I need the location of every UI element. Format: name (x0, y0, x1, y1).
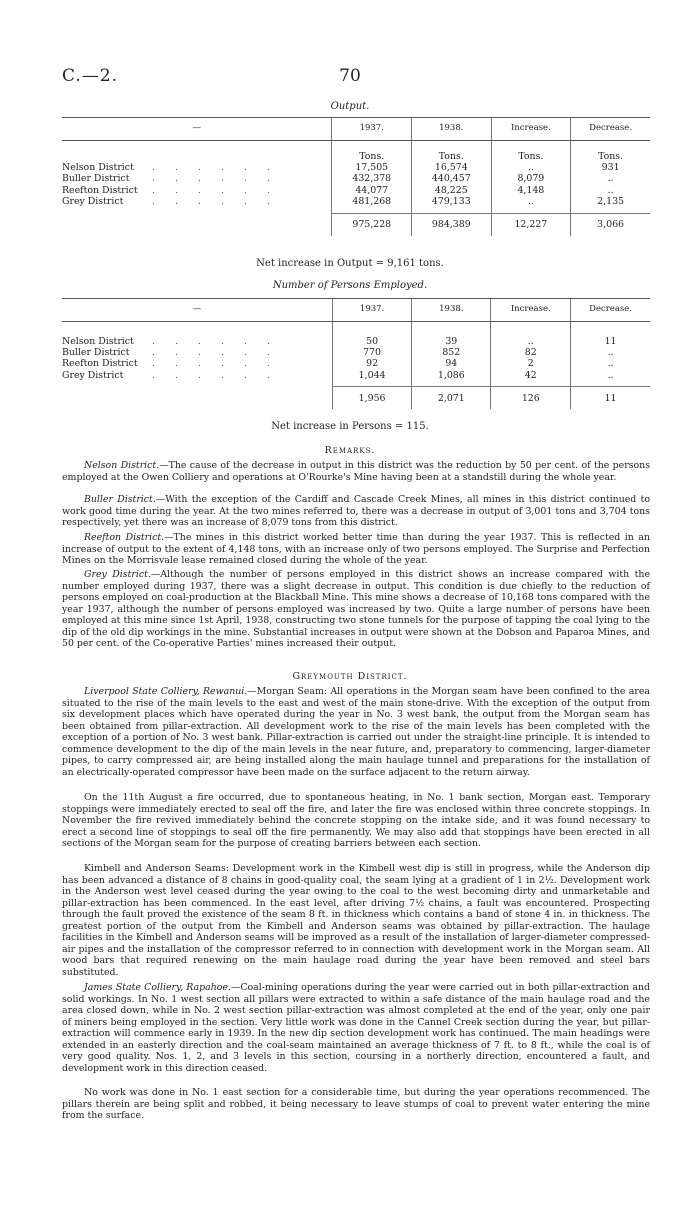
unit-label: Tons. (571, 151, 650, 162)
value-1938: 94 (412, 358, 491, 369)
remark-text: —Although the number of persons employed in this district shows an increase compared with the number employed during 1937, there was a slight decrease in output. This condition is due chiefly to the reduction of persons employed on coal-production at the Blackball Mine. This mine shows a decrease of 10,168 tons compared with the year 1937, although the number of persons employed was increased by two. Quite a large number of persons have been employed at this mine since 1st April, 1938, constructing two stone tunnels for the purpose of tapping the coal lying to the dip of the old dip workings in the mine. Substantial increases in output were shown at the Dobson and Paparoa Mines, and 50 per cent. of the Co-operative Parties' mines increased their output. (62, 569, 651, 649)
east-section-paragraph (62, 1087, 650, 1122)
table-row: Reefton District ...... 44,077 48,225 4,148 .. (62, 185, 650, 196)
value-1937: 770 (332, 347, 411, 358)
total-1938: 2,071 (412, 387, 491, 410)
column-header: Decrease. (571, 118, 650, 141)
remark-grey (62, 569, 650, 650)
decrease-value: 931 (571, 162, 650, 173)
units-row (62, 151, 650, 162)
document-code: C.—2. (62, 66, 119, 86)
decrease-value: .. (571, 370, 650, 381)
remarks-heading: Remarks. (324, 445, 376, 456)
paragraph-text: —Coal-mining operations during the year were carried out in both pillar-extraction and solid workings. In No. 1 west section all pillars were extracted to within a safe distance of the main haulage road and the area closed down, while in No. 2 west section pillar-extraction was almost completed at the end of the year, only one pair of miners being employed in the section. Very little work was done in the Cannel Creek section during the year, but pillar-extraction will commence early in 1939. In the new dip section development work has continued. The main headings were extended in an easterly direction and the coal-seam maintained an average thickness of 7 ft. to 8 ft., while the coal is of very good quality. Nos. 1, 2, and 3 levels in this section, coursing in a northerly direction, encountered a fault, and development work in this direction ceased. (62, 982, 650, 1074)
value-1938: 48,225 (412, 185, 492, 196)
district-name: Nelson District (62, 162, 134, 174)
value-1938: 852 (412, 347, 491, 358)
total-1937: 975,228 (332, 213, 412, 236)
value-1937: 44,077 (332, 185, 412, 196)
value-1937: 1,044 (332, 370, 411, 381)
persons-net-increase: Net increase in Persons = 115. (271, 421, 429, 432)
column-header: — (62, 299, 332, 322)
remark-lead: Nelson District. (84, 460, 160, 471)
total-increase: 126 (491, 387, 571, 410)
column-header: Decrease. (571, 299, 650, 322)
increase-value: 42 (491, 370, 571, 381)
value-1937: 17,505 (332, 162, 412, 173)
remark-text: —With the exception of the Cardiff and Cascade Creek Mines, all mines in this district continued to work good time during the year. At the two mines referred to, there was a decrease in output of 3,001 tons and 3,704 tons respectively, yet there was an increase of 8,079 tons from this district. (62, 494, 650, 528)
totals-row (62, 387, 650, 410)
james-paragraph (62, 982, 650, 1074)
value-1938: 16,574 (412, 162, 492, 173)
column-header: 1938. (412, 118, 492, 141)
decrease-value: 2,135 (571, 196, 650, 207)
paragraph-text: On the 11th August a fire occurred, due to spontaneous heating, in No. 1 bank section, Morgan east. Temporary stoppings were immediately erected to seal off the fire, and later the fire was enclosed within three concrete stoppings. In November the fire revived immediately behind the concrete stopping on the intake side, and it was found necessary to erect a second line of stoppings to seal off the fire permanently. We may also add that stoppings have been erected in all sections of the Morgan seam for the purpose of creating barriers between each section. (62, 792, 650, 849)
increase-value: .. (491, 196, 571, 207)
value-1938: 1,086 (412, 370, 491, 381)
district-name: Grey District (62, 195, 124, 207)
totals-row (62, 213, 650, 236)
total-1938: 984,389 (412, 213, 492, 236)
persons-caption: Number of Persons Employed. (272, 280, 428, 291)
unit-label: Tons. (412, 151, 492, 162)
table-row: Nelson District ...... 17,505 16,574 .. 931 (62, 162, 650, 173)
district-name: Grey District (62, 369, 124, 381)
increase-value: 2 (491, 358, 571, 369)
output-table (62, 117, 650, 236)
value-1938: 479,133 (412, 196, 492, 207)
output-caption: Output. (330, 101, 370, 112)
remark-lead: Buller District. (84, 494, 156, 505)
remark-lead: Reefton District. (84, 532, 165, 543)
total-decrease: 3,066 (571, 213, 650, 236)
table-row: Reefton District ...... 92 94 2 .. (62, 358, 650, 369)
table-row: Grey District ...... 1,044 1,086 42 .. (62, 370, 650, 381)
remark-nelson (62, 460, 650, 483)
output-net-increase: Net increase in Output = 9,161 tons. (256, 258, 444, 269)
district-name: Reefton District (62, 358, 138, 370)
value-1938: 39 (412, 336, 491, 347)
increase-value: .. (491, 336, 571, 347)
district-name: Buller District (62, 347, 130, 359)
table-row: Buller District ...... 770 852 82 .. (62, 347, 650, 358)
persons-header-row (62, 299, 650, 322)
column-header: 1938. (412, 299, 491, 322)
column-header: 1937. (332, 118, 412, 141)
value-1937: 481,268 (332, 196, 412, 207)
value-1937: 92 (332, 358, 411, 369)
remark-lead: Grey District. (84, 569, 151, 580)
table-row: Grey District ...... 481,268 479,133 .. 2,135 (62, 196, 650, 207)
column-header: — (62, 118, 332, 141)
page-header (62, 66, 638, 90)
total-increase: 12,227 (491, 213, 571, 236)
decrease-value: .. (571, 347, 650, 358)
district-name: Buller District (62, 173, 130, 185)
unit-label: Tons. (491, 151, 571, 162)
kimbell-paragraph (62, 863, 650, 978)
increase-value: 4,148 (491, 185, 571, 196)
remark-text: —The mines in this district worked better time than during the year 1937. This is reflected in an increase of output to the extent of 4,148 tons, with an increase only of two persons employed. The Surprise and Perfection Mines on the Morrisvale lease remained closed during the whole of the year. (62, 532, 650, 566)
paragraph-lead: James State Colliery, Rapahoe. (84, 982, 231, 993)
column-header: Increase. (491, 299, 571, 322)
remark-text: —The cause of the decrease in output in this district was the reduction by 50 per cent. of the persons employed at the Owen Colliery and operations at O'Rourke's Mine having been at a standstill during the whole year. (62, 460, 651, 483)
total-decrease: 11 (571, 387, 650, 410)
unit-label: Tons. (332, 151, 412, 162)
paragraph-text: No work was done in No. 1 east section for a considerable time, but during the year operations recommenced. The pillars therein are being split and robbed, it being necessary to leave stumps of coal to prevent water entering the mine from the surface. (62, 1087, 650, 1121)
paragraph-text: Kimbell and Anderson Seams: Development work in the Kimbell west dip is still in progress, while the Anderson dip has been advanced a distance of 8 chains in good-quality coal, the seam lying at a gradient of 1 in 2½. Development work in the Anderson west level ceased during the year owing to the coal to the west becoming dirty and unmarketable and pillar-extraction has been commenced. In the east level, after driving 7½ chains, a fault was encountered. Prospecting through the fault proved the existence of the seam 8 ft. in thickness which contains a band of stone 4 in. in thickness. The greatest portion of the output from the Kimbell and Anderson seams was obtained by pillar-extraction. The haulage facilities in the Kimbell and Anderson seams will be improved as a result of the installation of larger-diameter compressed-air pipes and the installation of the compressor referred to in connection with development work in the Morgan seam. All wood bars that required renewing on the main haulage road during the year have been removed and steel bars substituted. (62, 863, 650, 978)
paragraph-lead: Liverpool State Colliery, Rewanui. (84, 686, 248, 697)
increase-value: 8,079 (491, 173, 571, 184)
liverpool-paragraph (62, 686, 650, 778)
column-header: Increase. (491, 118, 571, 141)
column-header: 1937. (332, 299, 411, 322)
decrease-value: .. (571, 173, 650, 184)
decrease-value: 11 (571, 336, 650, 347)
increase-value: 82 (491, 347, 571, 358)
district-name: Nelson District (62, 336, 134, 347)
value-1937: 432,378 (332, 173, 412, 184)
value-1937: 50 (332, 336, 411, 347)
page-number: 70 (339, 66, 361, 86)
fire-paragraph (62, 792, 650, 850)
total-1937: 1,956 (332, 387, 411, 410)
table-row: Buller District ...... 432,378 440,457 8,079 .. (62, 173, 650, 184)
district-name: Reefton District (62, 184, 138, 196)
remark-buller (62, 494, 650, 529)
output-header-row (62, 118, 650, 141)
greymouth-heading: Greymouth District. (292, 671, 408, 682)
table-row: Nelson District ...... 50 39 .. 11 (62, 336, 650, 347)
value-1938: 440,457 (412, 173, 492, 184)
decrease-value: .. (571, 185, 650, 196)
decrease-value: .. (571, 358, 650, 369)
increase-value: .. (491, 162, 571, 173)
remark-reefton (62, 532, 650, 567)
persons-table (62, 298, 650, 409)
paragraph-text: —Morgan Seam: All operations in the Morgan seam have been confined to the area situated to the rise of the main levels to the east and west of the main stone-drive. With the exception of the output from six development places which have operated during the year in No. 3 west bank, the output from the Morgan seam has been obtained from pillar-extraction. All development work to the rise of the main levels has been completed with the exception of a portion of No. 3 west bank. Pillar-extraction is carried out under the straight-line principle. It is intended to commence development to the dip of the main levels in the near future, and, preparatory to commencing, larger-diameter pipes, to carry compressed air, are being installed along the main haulage tunnel and preparations for the installation of an electrically-operated compressor have been made on the surface adjacent to the return airway. (62, 686, 650, 778)
